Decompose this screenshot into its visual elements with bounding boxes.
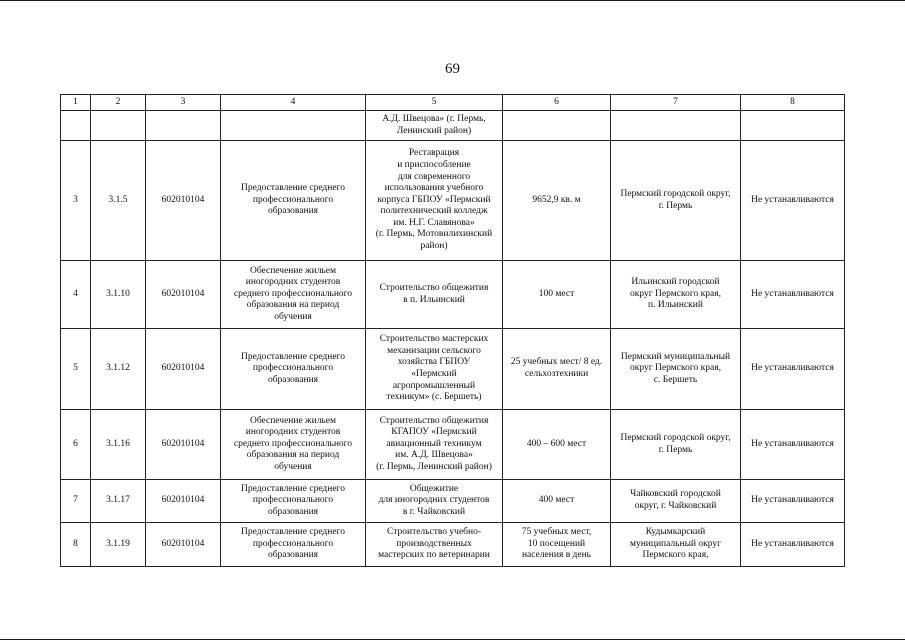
- purpose-cell: [221, 261, 366, 329]
- purpose: Предоставление среднего профессионального образования: [241, 483, 345, 517]
- budget-code: 602010104: [161, 495, 205, 506]
- capacity: 75 учебных мест, 10 посещений населения в день: [521, 527, 592, 561]
- budget-code-cell: [146, 261, 221, 329]
- capacity: 25 учебных мест/ 8 ед. сельхозтехники: [510, 357, 603, 379]
- purpose-cell: [221, 480, 366, 523]
- zone-note: Не устанавливаются: [751, 495, 834, 506]
- location: Пермский городской округ, г. Пермь: [620, 432, 731, 455]
- purpose: Предоставление среднего профессионального образования: [241, 183, 345, 217]
- zone-cell: [741, 261, 845, 329]
- row-index: 5: [73, 363, 78, 374]
- object-name: Строительство мастерских механизации сельского хозяйства ГБПОУ «Пермский агропромышленный техникум» (с. Бершеть): [379, 334, 489, 403]
- column-number: 5: [366, 95, 503, 111]
- projects-table: [60, 94, 845, 567]
- object-cell: [366, 111, 503, 141]
- location: Пермский муниципальный округ Пермского края, с. Бершеть: [620, 351, 731, 385]
- row-index-cell: [61, 523, 91, 567]
- item-code-cell: [91, 111, 146, 141]
- location-cell: [611, 261, 741, 329]
- zone-cell: [741, 480, 845, 523]
- item-code-cell: [91, 141, 146, 261]
- column-number-row: [61, 95, 845, 111]
- object-name: Строительство учебно- производственных мастерских по ветеринарии: [378, 527, 490, 561]
- item-code: 3.1.5: [108, 194, 128, 205]
- capacity: 9652,9 кв. м: [532, 194, 581, 205]
- column-number: 3: [146, 95, 221, 111]
- zone-cell: [741, 523, 845, 567]
- object-name: А.Д. Швецова» (г. Пермь, Ленинский район): [382, 113, 486, 136]
- purpose-cell: [221, 141, 366, 261]
- object-name: Строительство общежития в п. Ильинский: [379, 282, 489, 305]
- purpose-cell: [221, 410, 366, 480]
- budget-code: 602010104: [161, 538, 205, 549]
- purpose-cell: [221, 111, 366, 141]
- table-row: [61, 480, 845, 523]
- item-code: 3.1.16: [106, 438, 130, 449]
- row-index-cell: [61, 141, 91, 261]
- table-row: [61, 329, 845, 410]
- location-cell: [611, 141, 741, 261]
- item-code: 3.1.10: [106, 288, 130, 299]
- budget-code-cell: [146, 141, 221, 261]
- capacity: 400 – 600 мест: [526, 438, 587, 449]
- capacity: 400 мест: [538, 495, 575, 506]
- column-number: 1: [61, 95, 91, 111]
- capacity-cell: [503, 329, 611, 410]
- item-code-cell: [91, 523, 146, 567]
- location: Кудымкарский муниципальный округ Пермского края,: [629, 527, 722, 561]
- purpose-cell: [221, 329, 366, 410]
- purpose: Обеспечение жильем иногородних студентов среднего профессионального образования на период обучения: [233, 265, 353, 322]
- location-cell: [611, 523, 741, 567]
- capacity-cell: [503, 111, 611, 141]
- budget-code: 602010104: [161, 194, 205, 205]
- capacity-cell: [503, 141, 611, 261]
- item-code: 3.1.19: [106, 538, 130, 549]
- purpose-cell: [221, 523, 366, 567]
- object-cell: [366, 141, 503, 261]
- object-name: Строительство общежития КГАПОУ «Пермский авиационный техникум им. А.Д. Швецова» (г. Пермь, Ленинский район): [376, 415, 492, 472]
- capacity-cell: [503, 410, 611, 480]
- capacity-cell: [503, 480, 611, 523]
- location: Пермский городской округ, г. Пермь: [620, 188, 731, 211]
- continuation-row: [61, 111, 845, 141]
- object-cell: [366, 410, 503, 480]
- zone-cell: [741, 141, 845, 261]
- capacity-cell: [503, 523, 611, 567]
- zone-cell: [741, 410, 845, 480]
- column-number: 4: [221, 95, 366, 111]
- location-cell: [611, 329, 741, 410]
- column-number: 8: [741, 95, 845, 111]
- purpose: Предоставление среднего профессионального образования: [241, 351, 345, 385]
- row-index: 7: [73, 495, 78, 506]
- object-name: Общежитие для иногородних студентов в г. Чайковский: [378, 483, 490, 517]
- purpose: Предоставление среднего профессионального образования: [241, 527, 345, 561]
- zone-cell: [741, 329, 845, 410]
- budget-code-cell: [146, 111, 221, 141]
- object-cell: [366, 480, 503, 523]
- item-code-cell: [91, 480, 146, 523]
- item-code-cell: [91, 329, 146, 410]
- object-cell: [366, 523, 503, 567]
- location: Ильинский городской округ Пермского края, п. Ильинский: [630, 277, 721, 311]
- object-cell: [366, 329, 503, 410]
- table-row: [61, 410, 845, 480]
- location-cell: [611, 111, 741, 141]
- row-index-cell: [61, 410, 91, 480]
- item-code: 3.1.17: [106, 495, 130, 506]
- purpose: Обеспечение жильем иногородних студентов среднего профессионального образования на период обучения: [233, 415, 353, 472]
- location-cell: [611, 410, 741, 480]
- zone-note: Не устанавливаются: [751, 288, 834, 299]
- object-name: Реставрация и приспособление для современного использования учебного корпуса ГБПОУ «Пермский политехнический колледж им. Н.Г. Славянова» (г. Пермь, Мотовилихинский район): [375, 148, 493, 252]
- budget-code-cell: [146, 523, 221, 567]
- table-row: [61, 261, 845, 329]
- zone-note: Не устанавливаются: [751, 194, 834, 205]
- scan-edge-top: [0, 0, 905, 1]
- row-index-cell: [61, 329, 91, 410]
- zone-note: Не устанавливаются: [751, 538, 834, 549]
- row-index: 6: [73, 438, 78, 449]
- item-code-cell: [91, 261, 146, 329]
- table-row: [61, 523, 845, 567]
- capacity: 100 мест: [538, 288, 575, 299]
- budget-code: 602010104: [161, 438, 205, 449]
- budget-code-cell: [146, 329, 221, 410]
- budget-code-cell: [146, 480, 221, 523]
- row-index-cell: [61, 480, 91, 523]
- column-number: 6: [503, 95, 611, 111]
- item-code: 3.1.12: [106, 363, 130, 374]
- item-code-cell: [91, 410, 146, 480]
- location: Чайковский городской округ, г. Чайковский: [630, 489, 721, 511]
- location-cell: [611, 480, 741, 523]
- object-cell: [366, 261, 503, 329]
- row-index: 4: [73, 288, 78, 299]
- row-index-cell: [61, 261, 91, 329]
- column-number: 7: [611, 95, 741, 111]
- zone-note: Не устанавливаются: [751, 363, 834, 374]
- row-index: 3: [73, 194, 78, 205]
- zone-cell: [741, 111, 845, 141]
- row-index-cell: [61, 111, 91, 141]
- budget-code: 602010104: [161, 363, 205, 374]
- capacity-cell: [503, 261, 611, 329]
- budget-code: 602010104: [161, 288, 205, 299]
- column-number: 2: [91, 95, 146, 111]
- zone-note: Не устанавливаются: [751, 438, 834, 449]
- row-index: 8: [73, 538, 78, 549]
- table-row: [61, 141, 845, 261]
- budget-code-cell: [146, 410, 221, 480]
- page-number: 69: [445, 61, 460, 77]
